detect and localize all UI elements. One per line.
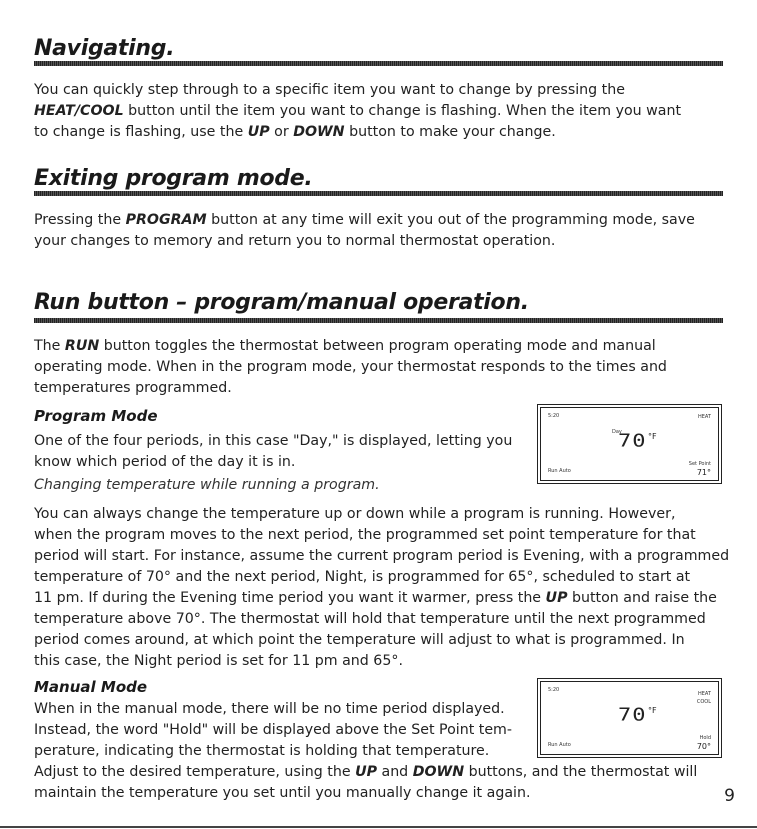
bottom-rule: [0, 826, 757, 828]
display-set-temperature: 71°: [696, 468, 711, 477]
display-period: Day: [612, 429, 622, 435]
degree-symbol: °F: [648, 432, 657, 441]
display-set-label: Set Point: [688, 461, 711, 467]
display-hold-label: Hold: [699, 735, 711, 741]
display-cool: COOL: [696, 699, 711, 705]
subheading-manual-mode: Manual Mode: [34, 678, 148, 696]
display-time: 5:20: [548, 687, 560, 693]
heading-exiting: Exiting program mode.: [34, 166, 313, 191]
exiting-paragraph: Pressing the PROGRAM button at any time will exit you out of the programming mode, save your changes to memory and return you to normal thermostat operation.: [34, 212, 695, 249]
display-run-status: Run Auto: [548, 468, 571, 474]
display-time: 5:20: [548, 413, 560, 419]
heading-navigating: Navigating.: [34, 36, 175, 61]
thermostat-display-program: [537, 404, 722, 484]
subheading-program-mode: Program Mode: [34, 407, 158, 425]
display-set-temperature: 70°: [696, 742, 711, 751]
navigating-paragraph: You can quickly step through to a specific item you want to change by pressing the HEAT/COOL button until the item you want to change is flashing. When the item you want to change is flashing, use the UP or DOWN button to make your change.: [34, 82, 682, 140]
display-temperature: 70: [618, 705, 647, 726]
manual-mode-body: When in the manual mode, there will be no time period displayed. Instead, the word "Hold" will be displayed above the Set Point tem- perature, indicating the thermostat is holding that temperature. Adjust to the desired temperature, using the UP and DOWN buttons, and the thermostat will maintain the temperature you set until you manually change it again.: [34, 701, 698, 801]
heading-rule: [34, 191, 723, 196]
program-mode-intro: One of the four periods, in this case "Day," is displayed, letting you know which period of the day it is in.: [34, 433, 513, 470]
display-mode: HEAT: [697, 414, 711, 420]
heading-rule: [34, 61, 723, 66]
program-mode-body: You can always change the temperature up or down while a program is running. However, when the program moves to the next period, the programmed set point temperature for that period will start. For instance, assume the current program period is Evening, with a programmed temperature of 70° and the next period, Night, is programmed for 65°, scheduled to start at 11 pm. If during the Evening time period you want it warmer, press the UP button and raise the temperature above 70°. The thermostat will hold that temperature until the next programmed period comes around, at which point the temperature will adjust to what is programmed. In this case, the Night period is set for 11 pm and 65°.: [34, 506, 730, 669]
heading-run-button: Run button – program/manual operation.: [34, 290, 529, 315]
display-run-status: Run Auto: [548, 742, 571, 748]
page-number: 9: [724, 786, 735, 806]
heading-rule: [34, 318, 723, 323]
run-paragraph: The RUN button toggles the thermostat between program operating mode and manual operating mode. When in the program mode, your thermostat responds to the times and temperatures programmed.: [34, 338, 667, 396]
degree-symbol: °F: [648, 706, 657, 715]
display-temperature: 70: [618, 431, 647, 452]
display-mode: HEAT: [697, 691, 711, 697]
program-caption: Changing temperature while running a program.: [34, 477, 380, 493]
